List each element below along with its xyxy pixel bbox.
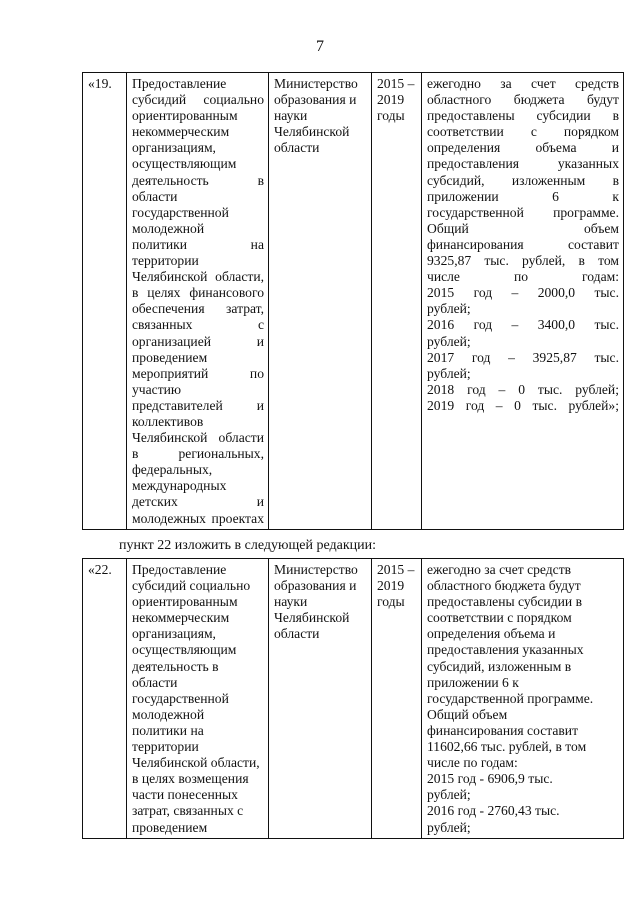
item-number: «22. [83, 559, 127, 839]
amendment-instruction: пункт 22 изложить в следующей редакции: [119, 538, 376, 553]
item-description: Предоставление субсидий социально ориентированным некоммерческим организациям, осуществляющим деятельность в области государственной молодежной политики на территории Челябинской области, в целях финансового обеспечения затрат, связанных с организацией и проведением мероприятий по участию представителей и коллективов Челябинской области в региональных, федеральных, международных детских и молодежных проектах [127, 73, 269, 530]
table-row [83, 73, 624, 530]
program-table-item-22 [82, 558, 624, 839]
item-number: «19. [83, 73, 127, 530]
item-period: 2015 – 2019 годы [372, 559, 422, 839]
item-period: 2015 – 2019 годы [372, 73, 422, 530]
table-row [83, 559, 624, 839]
item-executor: Министерство образования и науки Челябинской области [269, 73, 372, 530]
item-executor: Министерство образования и науки Челябинской области [269, 559, 372, 839]
item-description: Предоставление субсидий социально ориентированным некоммерческим организациям, осуществляющим деятельность в области государственной молодежной политики на территории Челябинской области, в целях возмещения части понесенных затрат, связанных с проведением [127, 559, 269, 839]
item-funding: ежегодно за счет средств областного бюджета будут предоставлены субсидии в соответствии с порядком определения объема и предоставления указанных субсидий, изложенным в приложении 6 к государственной программе. Общий объем финансирования составит 9325,87 тыс. рублей, в том числе по годам: 2015 год – 2000,0 тыс. рублей; 2016 год – 3400,0 тыс. рублей; 2017 год – 3925,87 тыс. рублей; 2018 год – 0 тыс. рублей; 2019 год – 0 тыс. рублей»; [422, 73, 624, 530]
item-funding: ежегодно за счет средств областного бюджета будут предоставлены субсидии в соответствии с порядком определения объема и предоставления указанных субсидий, изложенным в приложении 6 к государственной программе. Общий объем финансирования составит 11602,66 тыс. рублей, в том числе по годам: 2015 год - 6906,9 тыс. рублей; 2016 год - 2760,43 тыс. рублей; [422, 559, 624, 839]
program-table-item-19 [82, 72, 624, 530]
page-number: 7 [316, 38, 324, 55]
